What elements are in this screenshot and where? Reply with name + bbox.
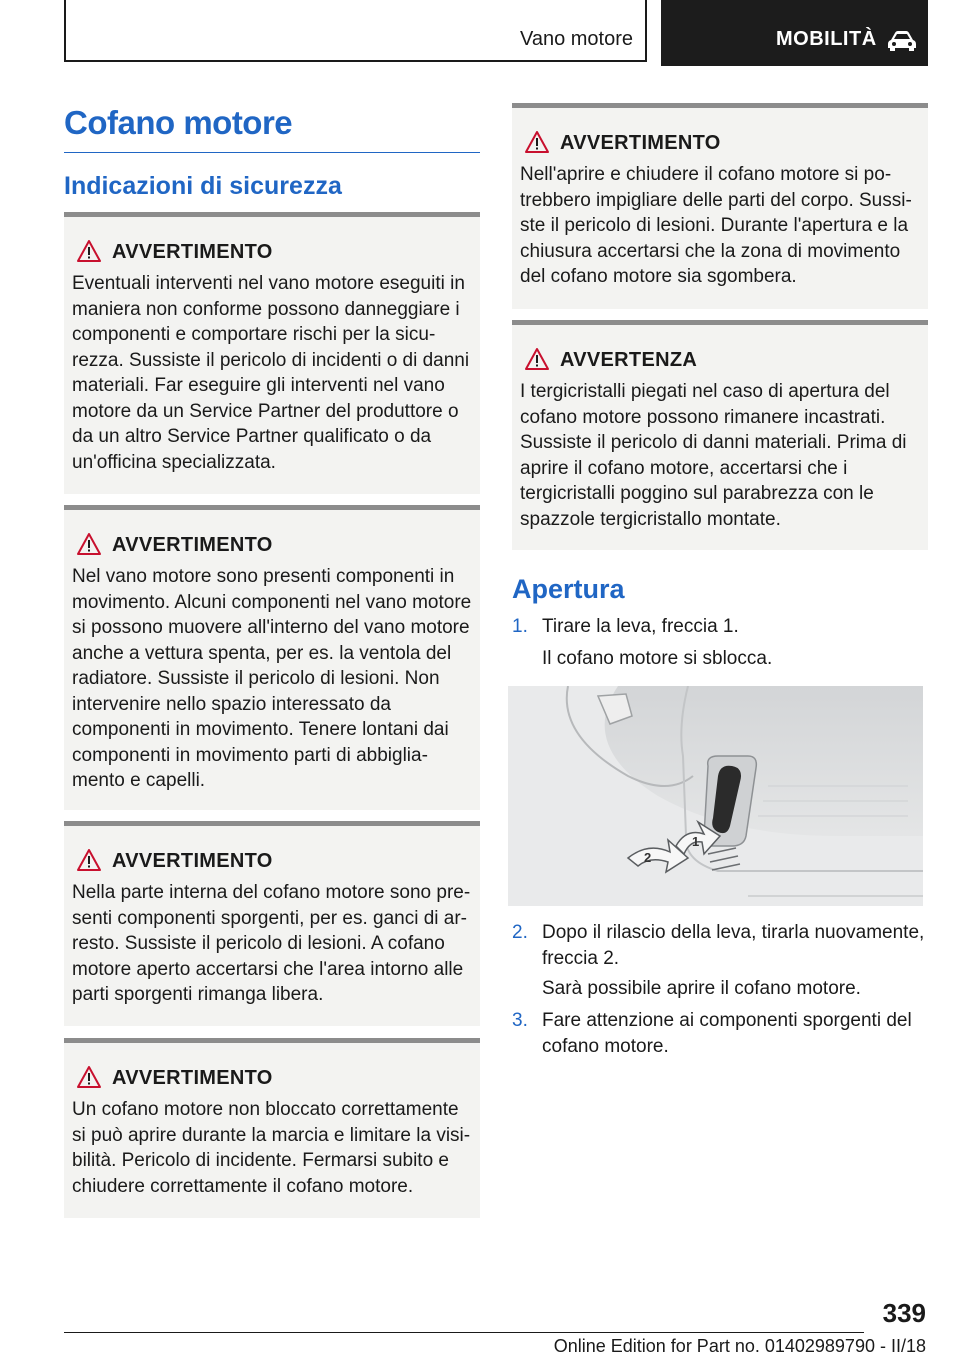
section-header [64,0,647,62]
warning-header [72,848,472,876]
warning-box [64,212,480,494]
arrow-1-label: 1 [692,834,700,849]
chapter-tab [661,0,928,66]
step-text: Dopo il rilascio della leva, tirarla nuovamente, freccia 2. [542,922,925,969]
warning-triangle-icon [76,1065,102,1089]
section-heading: Apertura [512,574,625,604]
warning-box [64,505,480,810]
warning-triangle-icon [76,848,102,872]
step-number: 2. [512,922,528,943]
step-result: Sarà possibile aprire il cofano motore. [542,978,861,999]
warning-text: I tergicristalli piegati nel caso di apertura del cofano motore possono rimanere incastrati. Sussiste il pericolo di danni materiali. Prima di aprire il cofano motore, accertarsi che i tergicristalli poggino sul parabrezza con le spazzole tergicristallo montate. [520,381,907,530]
hood-release-illustration [508,686,923,906]
warning-text: Nell'aprire e chiudere il cofano motore si potrebbero impigliare delle parti del corpo. Sussiste il pericolo di lesioni. Durante l'apertura e la chiusura accertarsi che la zona di movimento del cofano motore sia sgombera. [520,164,912,287]
step-text: Fare attenzione ai componenti sporgenti del cofano motore. [542,1010,912,1057]
footer-divider [64,1332,864,1333]
step-number: 1. [512,616,528,637]
warning-triangle-icon [524,130,550,154]
warning-text: Un cofano motore non bloccato correttamente si può aprire durante la marcia e limitare la visibilità. Pericolo di incidente. Fermarsi subito e chiudere correttamente il cofano motore. [72,1099,471,1197]
warning-title: AVVERTIMENTO [112,241,273,263]
section-subtitle: Indicazioni di sicurezza [64,172,342,200]
warning-text: Nella parte interna del cofano motore sono presenti componenti sporgenti, per es. ganci di arresto. Sussiste il pericolo di lesioni. A cofano motore aperto accertarsi che l'area intorno alle parti sporgenti rimanga libera. [72,882,471,1005]
warning-text: Eventuali interventi nel vano motore eseguiti in maniera non conforme possono danneggiare i componenti e comportare rischi per la sicurezza. Sussiste il pericolo di incidenti o di danni materiali. Far eseguire gli interventi nel vano motore da un Service Partner del produttore o da un altro Service Partner qualificato o da un'officina specializzata. [72,273,470,473]
warning-triangle-icon [76,532,102,556]
section-title: Vano motore [519,28,633,50]
step-number: 3. [512,1010,528,1031]
page-header [64,0,928,66]
arrow-2-label: 2 [644,850,652,865]
warning-title: AVVERTENZA [560,349,698,371]
warning-header [72,532,472,560]
warning-box [64,1038,480,1218]
warning-box [512,103,928,309]
page-title: Cofano motore [64,104,480,153]
warning-title: AVVERTIMENTO [112,850,273,872]
warning-header [520,130,920,158]
warning-triangle-icon [524,347,550,371]
footer-edition: Online Edition for Part no. 01402989790 - II/18 [553,1336,926,1356]
warning-text: Nel vano motore sono presenti componenti in movimento. Alcuni componenti nel vano motore si possono muovere all'interno del vano motore anche a vettura spenta, per es. la ventola del radiatore. Sussiste il pericolo di lesioni. Non intervenire nello spazio interessato da componenti in movimento. Tenere lontani dai componenti in movimento parti di abbigliamento e capelli. [72,566,472,791]
step-text: Tirare la leva, freccia 1. [542,616,739,637]
page-number: 339 [882,1298,926,1328]
chapter-label: MOBILITÀ [776,28,877,50]
hood-release-lever-figure [508,686,923,906]
warning-box [64,821,480,1026]
warning-header [72,1065,472,1093]
notice-box [512,320,928,550]
step-result: Il cofano motore si sblocca. [542,648,773,669]
warning-header [72,239,472,267]
car-icon [887,30,917,52]
warning-title: AVVERTIMENTO [112,534,273,556]
warning-triangle-icon [76,239,102,263]
warning-title: AVVERTIMENTO [560,132,721,154]
warning-header [520,347,920,375]
warning-title: AVVERTIMENTO [112,1067,273,1089]
